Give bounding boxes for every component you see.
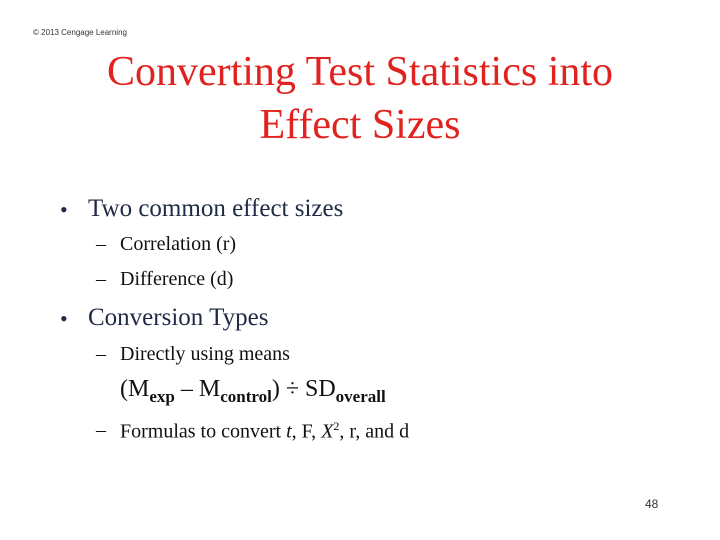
page-number: 48: [645, 497, 659, 511]
formulas-t: t: [286, 420, 292, 443]
slide-title: [60, 46, 660, 151]
formula-close: ): [271, 376, 280, 402]
copyright-notice: © 2013 Cengage Learning: [33, 28, 127, 37]
sub-bullet-text: Difference (d): [120, 268, 234, 290]
slide-title-line-1: Converting Test Statistics into: [106, 49, 614, 95]
dash-marker: –: [96, 343, 106, 365]
sub-bullet-correlation: [96, 233, 237, 256]
formulas-prefix: Formulas to convert: [120, 420, 287, 443]
sub-bullet-text: Correlation (r): [120, 233, 237, 255]
bullet-text: Two common effect sizes: [88, 195, 344, 222]
formula-sub-control: control: [220, 387, 272, 406]
dash-marker: –: [96, 268, 106, 290]
formula-sub-overall: overall: [335, 387, 386, 406]
dash-marker: –: [96, 419, 106, 441]
sub-bullet-text: Directly using means: [120, 343, 290, 365]
formula-m: M: [198, 376, 221, 402]
bullet-text: Conversion Types: [88, 304, 269, 331]
formula-open: (M: [120, 376, 150, 402]
slide-title-line-2: Effect Sizes: [259, 101, 461, 148]
formula-sd: SD: [304, 376, 336, 402]
bullet-marker: •: [60, 197, 68, 222]
formula-sub-exp: exp: [149, 387, 175, 406]
formulas-chi: X: [321, 420, 334, 443]
formulas-sup: 2: [333, 419, 340, 433]
sub-bullet-formulas: [96, 419, 410, 444]
bullet-effect-sizes: [60, 195, 344, 223]
sub-bullet-difference: [96, 268, 234, 291]
bullet-conversion-types: [60, 304, 269, 332]
dash-marker: –: [96, 233, 106, 255]
formulas-mid: , F,: [291, 420, 322, 443]
formula-minus: –: [180, 376, 193, 402]
formula-divide: ÷: [285, 376, 299, 402]
sub-bullet-directly-using-means: [96, 343, 290, 366]
formulas-suffix: , r, and d: [339, 420, 410, 443]
bullet-marker: •: [60, 306, 68, 331]
effect-size-formula: [120, 376, 386, 407]
